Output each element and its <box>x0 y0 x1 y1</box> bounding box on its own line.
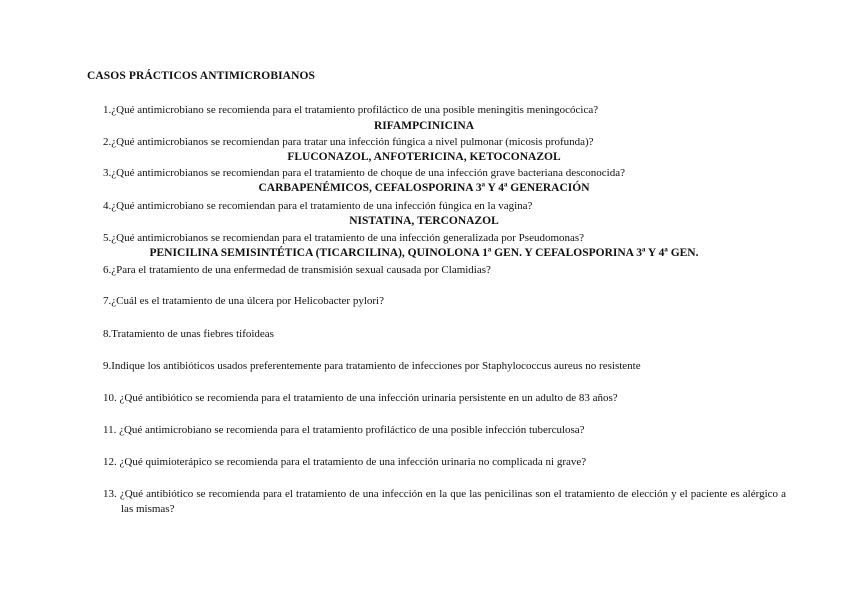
question-2 <box>103 135 594 149</box>
answer-1: RIFAMPCINICINA <box>373 120 475 132</box>
question-11 <box>103 423 585 437</box>
question-text: ¿Qué antimicrobiano se recomiendan para el tratamiento de una infección fúngica en la vagina? <box>111 200 533 212</box>
question-7 <box>103 294 384 308</box>
question-number: 13. <box>103 488 117 500</box>
question-text: ¿Qué quimioterápico se recomienda para el tratamiento de una infección urinaria no complicada ni grave? <box>119 456 587 468</box>
question-13 <box>103 487 786 517</box>
question-text: ¿Para el tratamiento de una enfermedad de transmisión sexual causada por Clamidias? <box>111 264 491 276</box>
question-text: ¿Qué antimicrobiano se recomienda para el tratamiento profiláctico de una posible meningitis meningocócica? <box>111 104 599 116</box>
answer-2: FLUCONAZOL, ANFOTERICINA, KETOCONAZOL <box>287 151 561 163</box>
question-text: ¿Qué antimicrobianos se recomiendan para el tratamiento de una infección generalizada por Pseudomonas? <box>111 232 585 244</box>
question-6 <box>103 263 491 277</box>
question-text: ¿Qué antimicrobianos se recomiendan para tratar una infección fúngica a nivel pulmonar (micosis profunda)? <box>111 136 594 148</box>
question-text: ¿Qué antibiótico se recomienda para el tratamiento de una infección en la que las penicilinas son el tratamiento de elección y el paciente es alérgico a las mismas? <box>119 488 787 515</box>
question-9 <box>103 359 641 373</box>
question-3 <box>103 166 625 180</box>
question-number: 7. <box>103 295 112 307</box>
question-text: Tratamiento de unas fiebres tifoideas <box>111 328 274 340</box>
question-number: 3. <box>103 167 112 179</box>
question-5 <box>103 231 584 245</box>
question-number: 4. <box>103 200 112 212</box>
question-number: 8. <box>103 328 112 340</box>
question-10 <box>103 391 618 405</box>
document-title: CASOS PRÁCTICOS ANTIMICROBIANOS <box>87 70 316 82</box>
question-number: 12. <box>103 456 117 468</box>
question-number: 11. <box>103 424 117 436</box>
question-text: ¿Qué antibiótico se recomienda para el tratamiento de una infección urinaria persistente en un adulto de 83 años? <box>119 392 618 404</box>
question-4 <box>103 199 532 213</box>
answer-4: NISTATINA, TERCONAZOL <box>349 215 499 227</box>
question-number: 10. <box>103 392 117 404</box>
question-text: ¿Cuál es el tratamiento de una úlcera por Helicobacter pylori? <box>111 295 384 307</box>
question-8 <box>103 327 274 341</box>
answer-5: PENICILINA SEMISINTÉTICA (TICARCILINA), QUINOLONA 1ª GEN. Y CEFALOSPORINA 3ª Y 4ª GEN. <box>149 247 699 259</box>
question-text: ¿Qué antimicrobiano se recomienda para el tratamiento profiláctico de una posible infección tuberculosa? <box>119 424 585 436</box>
question-number: 9. <box>103 360 112 372</box>
question-1 <box>103 103 598 117</box>
question-number: 6. <box>103 264 112 276</box>
question-text: Indique los antibióticos usados preferentemente para tratamiento de infecciones por Staphylococcus aureus no resistente <box>111 360 641 372</box>
question-number: 5. <box>103 232 112 244</box>
answer-3: CARBAPENÉMICOS, CEFALOSPORINA 3ª Y 4ª GENERACIÓN <box>258 182 590 194</box>
question-12 <box>103 455 586 469</box>
question-text: ¿Qué antimicrobianos se recomiendan para el tratamiento de choque de una infección grave bacteriana desconocida? <box>111 167 625 179</box>
question-number: 1. <box>103 104 112 116</box>
question-number: 2. <box>103 136 112 148</box>
